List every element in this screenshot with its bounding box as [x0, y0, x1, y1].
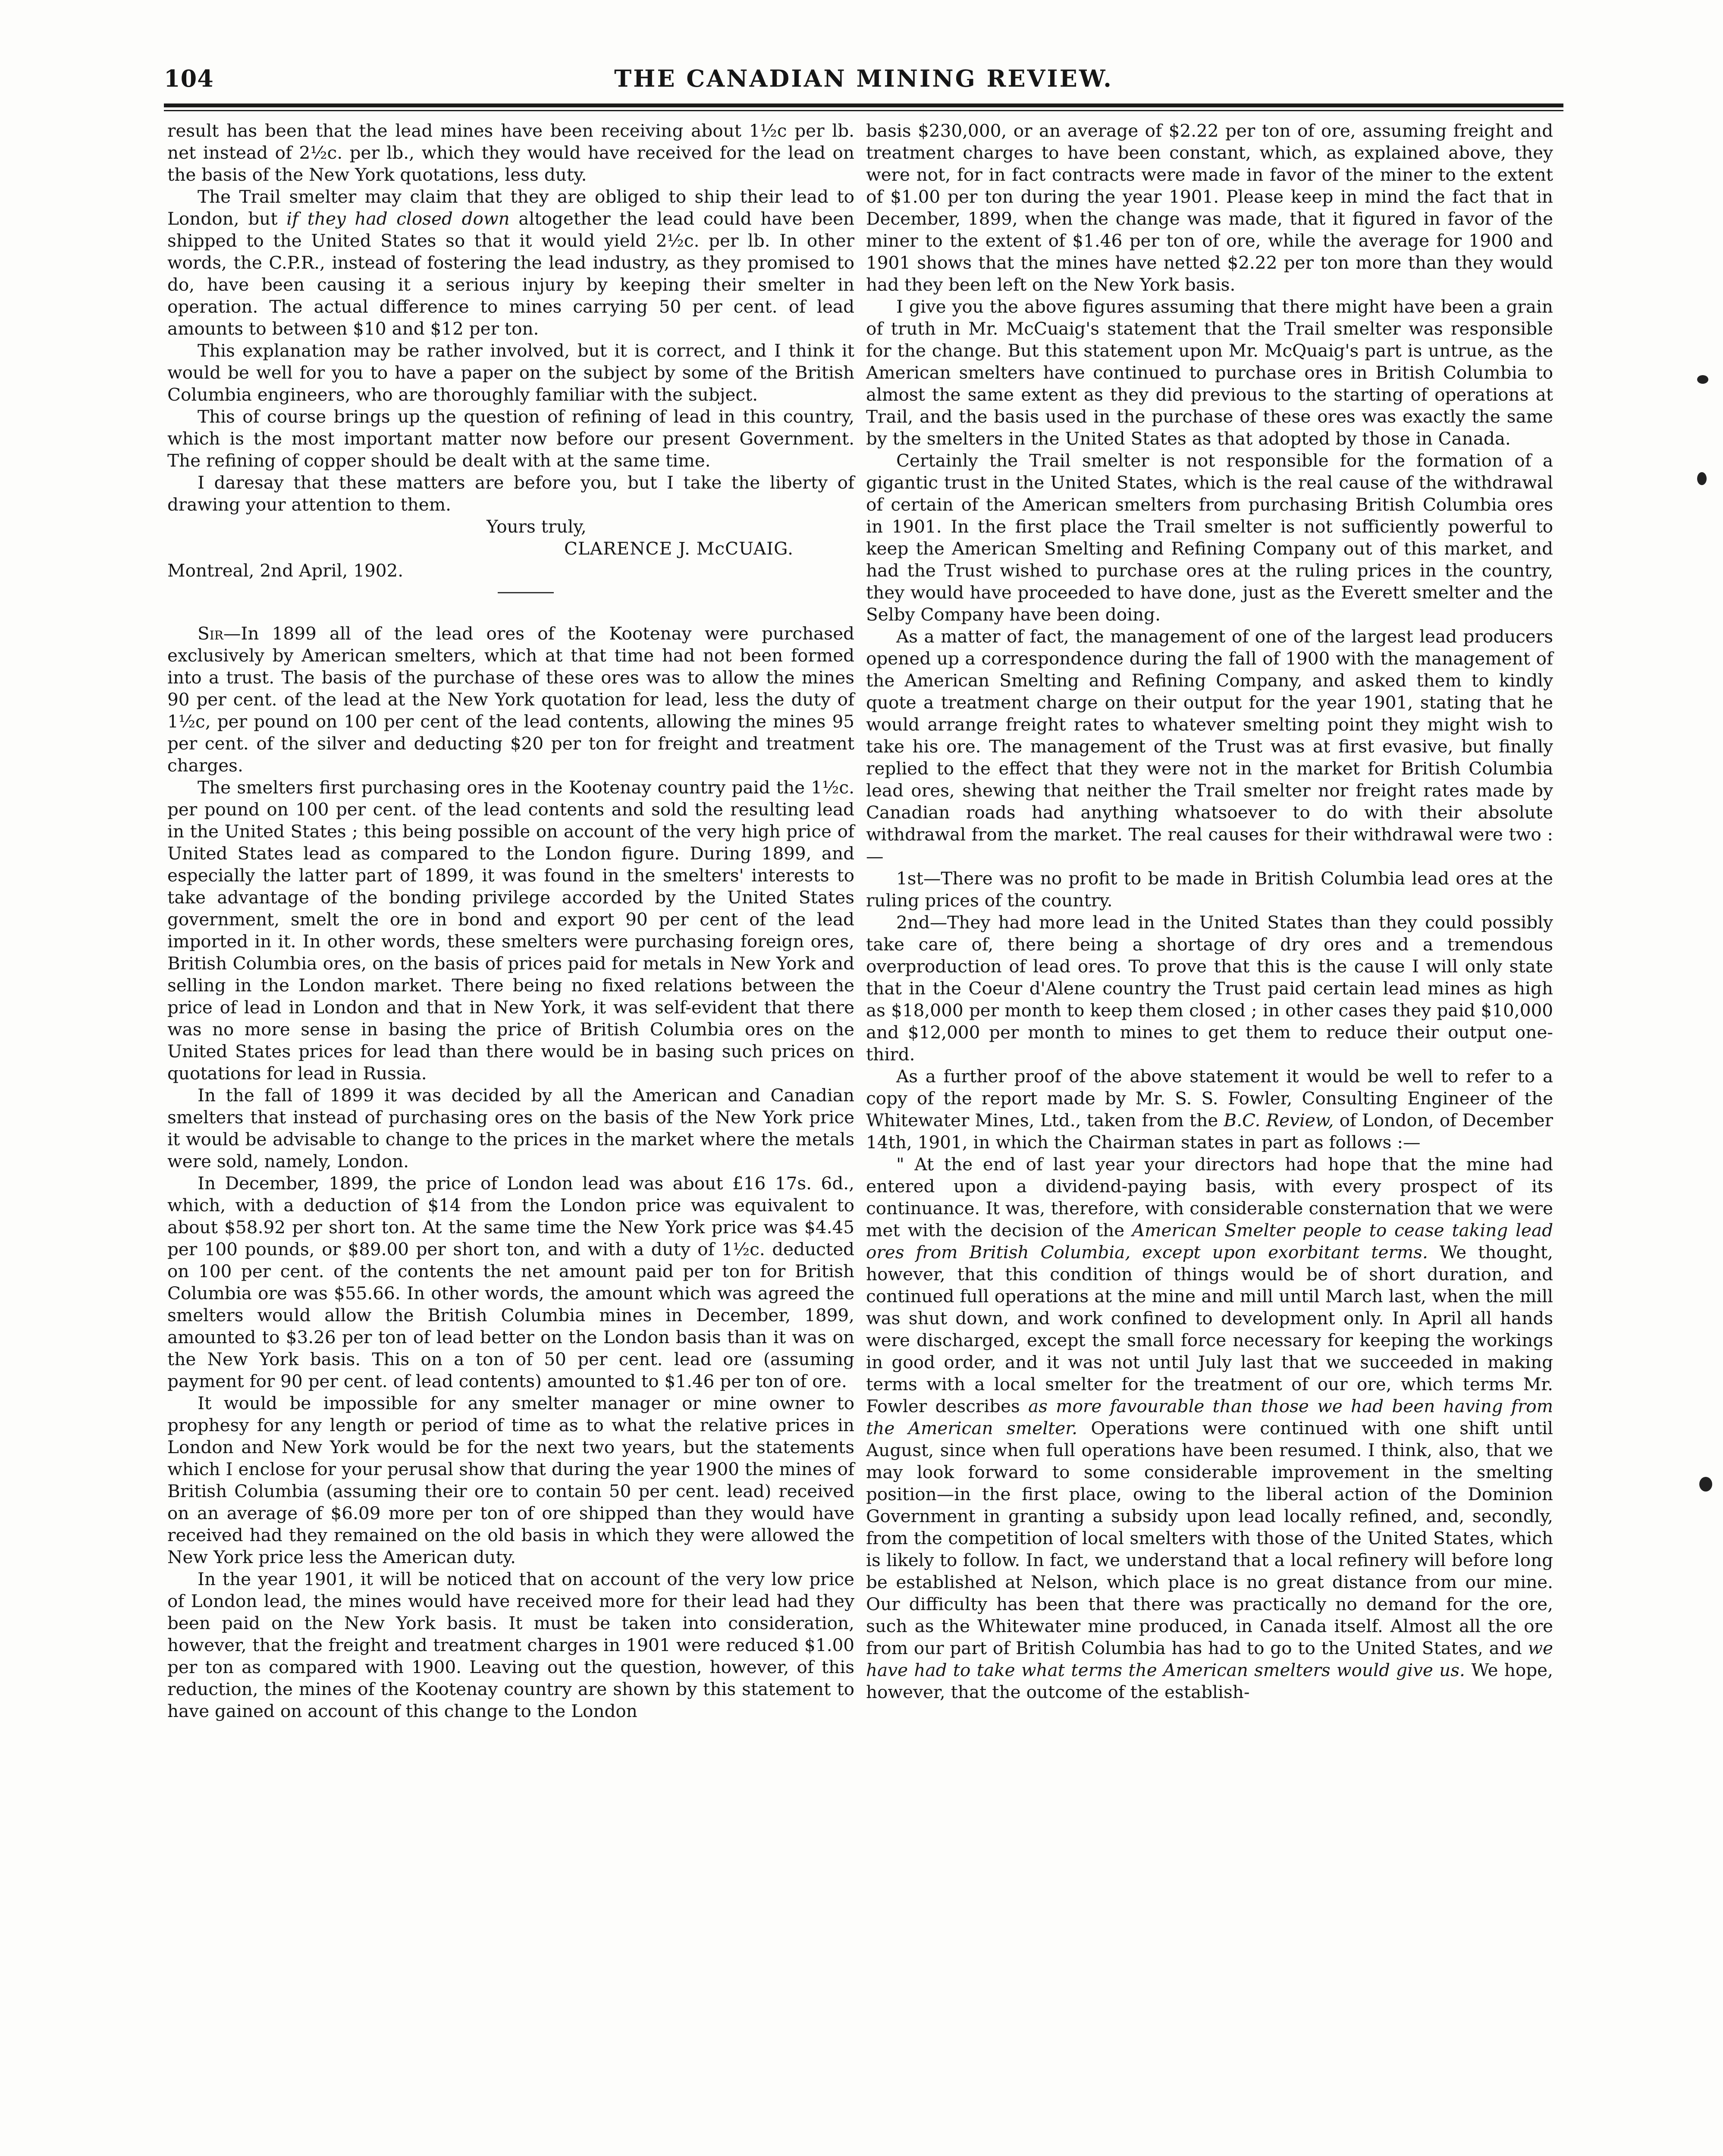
paragraph: In December, 1899, the price of London lead was about £16 17s. 6d., which, with a deduction of $14 from the London price was equivalent to about $58.92 per short ton. At the same time the New York price was $4.45 per 100 pounds, or $89.00 per short ton, and with a duty of 1½c. deducted on 100 per cent. of the contents the net amount paid per ton for British Columbia ore was $55.66. In other words, the amount which was agreed the smelters would allow the British Columbia mines in December, 1899, amounted to $3.26 per ton of lead better on the London basis than it was on the New York basis. This on a ton of 50 per cent. lead ore (assuming payment for 90 per cent. of lead contents) amounted to $1.46 per ton of ore.	[167, 1173, 854, 1391]
paragraph: I daresay that these matters are before you, but I take the liberty of drawing your attention to them.	[167, 472, 854, 515]
paragraph: 2nd—They had more lead in the United States than they could possibly take care of, there being a shortage of dry ores and a tremendous overproduction of lead ores. To prove that this is the cause I will only state that in the Coeur d'Alene country the Trust paid certain lead mines as high as $18,000 per month to keep them closed ; in other cases they paid $10,000 and $12,000 per month to mines to get them to reduce their output one-third.	[866, 912, 1553, 1065]
header-rule	[164, 103, 1563, 107]
paragraph: As a matter of fact, the management of one of the largest lead producers opened up a correspondence during the fall of 1900 with the management of the American Smelting and Refining Company, and asked them to kindly quote a treatment charge on their output for the year 1901, stating that he would arrange freight rates to whatever smelting point they might wish to take his ore. The management of the Trust was at first evasive, but finally replied to the effect that they were not in the market for British Columbia lead ores, shewing that neither the Trail smelter nor freight rates made by Canadian roads had anything whatsoever to do with their absolute withdrawal from the market. The real causes for their withdrawal were two :—	[866, 626, 1553, 867]
paragraph: In the year 1901, it will be noticed that on account of the very low price of London lead, the mines would have received more for their lead had they been paid on the New York basis. It must be taken into consideration, however, that the freight and treatment charges in 1901 were reduced $1.00 per ton as compared with 1900. Leaving out the question, however, of this reduction, the mines of the Kootenay country are shown by this statement to have gained on account of this change to the London	[167, 1569, 854, 1721]
paragraph: result has been that the lead mines have been receiving about 1½c per lb. net instead of 2½c. per lb., which they would have received for the lead on the basis of the New York quotations, less duty.	[167, 120, 854, 185]
right-column	[866, 120, 1553, 1703]
letter-date: Montreal, 2nd April, 1902.	[167, 560, 404, 581]
section-divider	[498, 592, 554, 593]
signature-block	[167, 538, 854, 560]
paragraph: 1st—There was no profit to be made in British Columbia lead ores at the ruling prices of the country.	[866, 868, 1553, 911]
binding-hole-mark	[1697, 472, 1707, 485]
date-line	[167, 560, 854, 582]
quotation: " At the end of last year your directors had hope that the mine had entered upon a dividend-paying basis, with every prospect of its continuance. It was, therefore, with considerable consternation that we were met with the decision of the American Smelter people to cease taking lead ores from British Columbia, except upon exorbitant terms. We thought, however, that this condition of things would be of short duration, and continued full operations at the mine and mill until March last, when the mill was shut down, and work confined to development only. In April all hands were discharged, except the small force necessary for keeping the workings in good order, and it was not until July last that we succeeded in making terms with a local smelter for the treatment of our ore, which terms Mr. Fowler describes as more favourable than those we had been having from the American smelter. Operations were continued with one shift until August, since when full operations have been resumed. I think, also, that we may look forward to some considerable improvement in the smelting position—in the first place, owing to the liberal action of the Dominion Government in granting a subsidy upon lead locally refined, and, secondly, from the competition of local smelters with those of the United States, which is likely to follow. In fact, we understand that a local refinery will before long be established at Nelson, which place is no great distance from our mine. Our difficulty has been that there was practically no demand for the ore, such as the Whitewater mine produced, in Canada itself. Almost all the ore from our part of British Columbia has had to go to the United States, and we have had to take what terms the American smelters would give us. We hope, however, that the outcome of the establish-	[866, 1154, 1554, 1702]
running-title: THE CANADIAN MINING REVIEW.	[614, 65, 1113, 92]
paragraph: As a further proof of the above statement it would be well to refer to a copy of the report made by Mr. S. S. Fowler, Consulting Engineer of the Whitewater Mines, Ltd., taken from the B.C. Review, of London, of December 14th, 1901, in which the Chairman states in part as follows :—	[866, 1066, 1553, 1153]
paragraph: This explanation may be rather involved, but it is correct, and I think it would be well for you to have a paper on the subject by some of the British Columbia engineers, who are thoroughly familiar with the subject.	[167, 340, 854, 405]
paragraph: The smelters first purchasing ores in the Kootenay country paid the 1½c. per pound on 100 per cent. of the lead contents and sold the resulting lead in the United States ; this being possible on account of the very high price of United States lead as compared to the London figure. During 1899, and especially the latter part of 1899, it was found in the smelters' interests to take advantage of the bonding privilege accorded by the United States government, smelt the ore in bond and export 90 per cent of the lead imported in it. In other words, these smelters were purchasing foreign ores, British Columbia ores, on the basis of prices paid for metals in New York and selling in the London market. There being no fixed relations between the price of lead in London and that in New York, it was self-evident that there was no more sense in basing the price of British Columbia ores on the United States prices for lead than there would be in basing such prices on quotations for lead in Russia.	[167, 777, 854, 1084]
salutation: Sir	[198, 623, 223, 644]
letter-closing: Yours truly,	[486, 516, 587, 537]
page-number: 104	[164, 65, 214, 92]
paragraph: basis $230,000, or an average of $2.22 per ton of ore, assuming freight and treatment charges to have been constant, which, as explained above, they were not, for in fact contracts were made in favor of the miner to the extent of $1.00 per ton during the year 1901. Please keep in mind the fact that in December, 1899, when the change was made, that it figured in favor of the miner to the extent of $1.46 per ton of ore, while the average for 1900 and 1901 shows that the mines have netted $2.22 per ton more than they would had they been left on the New York basis.	[866, 120, 1553, 295]
letter-signature: CLARENCE J. McCUAIG.	[564, 538, 794, 559]
paragraph: Sir—In 1899 all of the lead ores of the Kootenay were purchased exclusively by American smelters, which at that time had not been formed into a trust. The basis of the purchase of these ores was to allow the mines 90 per cent. of the lead at the New York quotation for lead, less the duty of 1½c, per pound on 100 per cent of the lead contents, allowing the mines 95 per cent. of the silver and deducting $20 per ton for freight and treatment charges.	[167, 623, 854, 776]
binding-hole-mark	[1699, 1477, 1712, 1492]
paragraph: Certainly the Trail smelter is not responsible for the formation of a gigantic trust in the United States, which is the real cause of the withdrawal of certain of the American smelters from purchasing British Columbia ores in 1901. In the first place the Trail smelter is not sufficiently powerful to keep the American Smelting and Refining Company out of this market, and had the Trust wished to purchase ores at the ruling prices in the country, they would have proceeded to have done, just as the Everett smelter and the Selby Company have been doing.	[866, 450, 1553, 625]
paragraph: This of course brings up the question of refining of lead in this country, which is the most important matter now before our present Government. The refining of copper should be dealt with at the same time.	[167, 406, 854, 471]
paragraph: I give you the above figures assuming that there might have been a grain of truth in Mr. McCuaig's statement that the Trail smelter was responsible for the change. But this statement upon Mr. McQuaig's part is untrue, as the American smelters have continued to purchase ores in British Columbia to almost the same extent as they did previous to the starting of operations at Trail, and the basis used in the purchase of these ores was exactly the same by the smelters in the United States as that adopted by those in Canada.	[866, 296, 1553, 449]
paragraph: In the fall of 1899 it was decided by all the American and Canadian smelters that instead of purchasing ores on the basis of the New York price it would be advisable to change to the prices in the market where the metals were sold, namely, London.	[167, 1085, 854, 1172]
left-column	[167, 120, 854, 1722]
header-rule-thin	[164, 110, 1563, 111]
paragraph: It would be impossible for any smelter manager or mine owner to prophesy for any length or period of time as to what the relative prices in London and New York would be for the next two years, but the statements which I enclose for your perusal show that during the year 1900 the mines of British Columbia (assuming their ore to contain 50 per cent. lead) received on an average of $6.09 more per ton of ore shipped than they would have received had they remained on the old basis in which they were allowed the New York price less the American duty.	[167, 1393, 854, 1567]
paragraph: The Trail smelter may claim that they are obliged to ship their lead to London, but if they had closed down altogether the lead could have been shipped to the United States so that it would yield 2½c. per lb. In other words, the C.P.R., instead of fostering the lead industry, as they promised to do, have been causing it a serious injury by keeping their smelter in operation. The actual difference to mines carrying 50 per cent. of lead amounts to between $10 and $12 per ton.	[167, 186, 854, 339]
binding-hole-mark	[1697, 375, 1708, 384]
